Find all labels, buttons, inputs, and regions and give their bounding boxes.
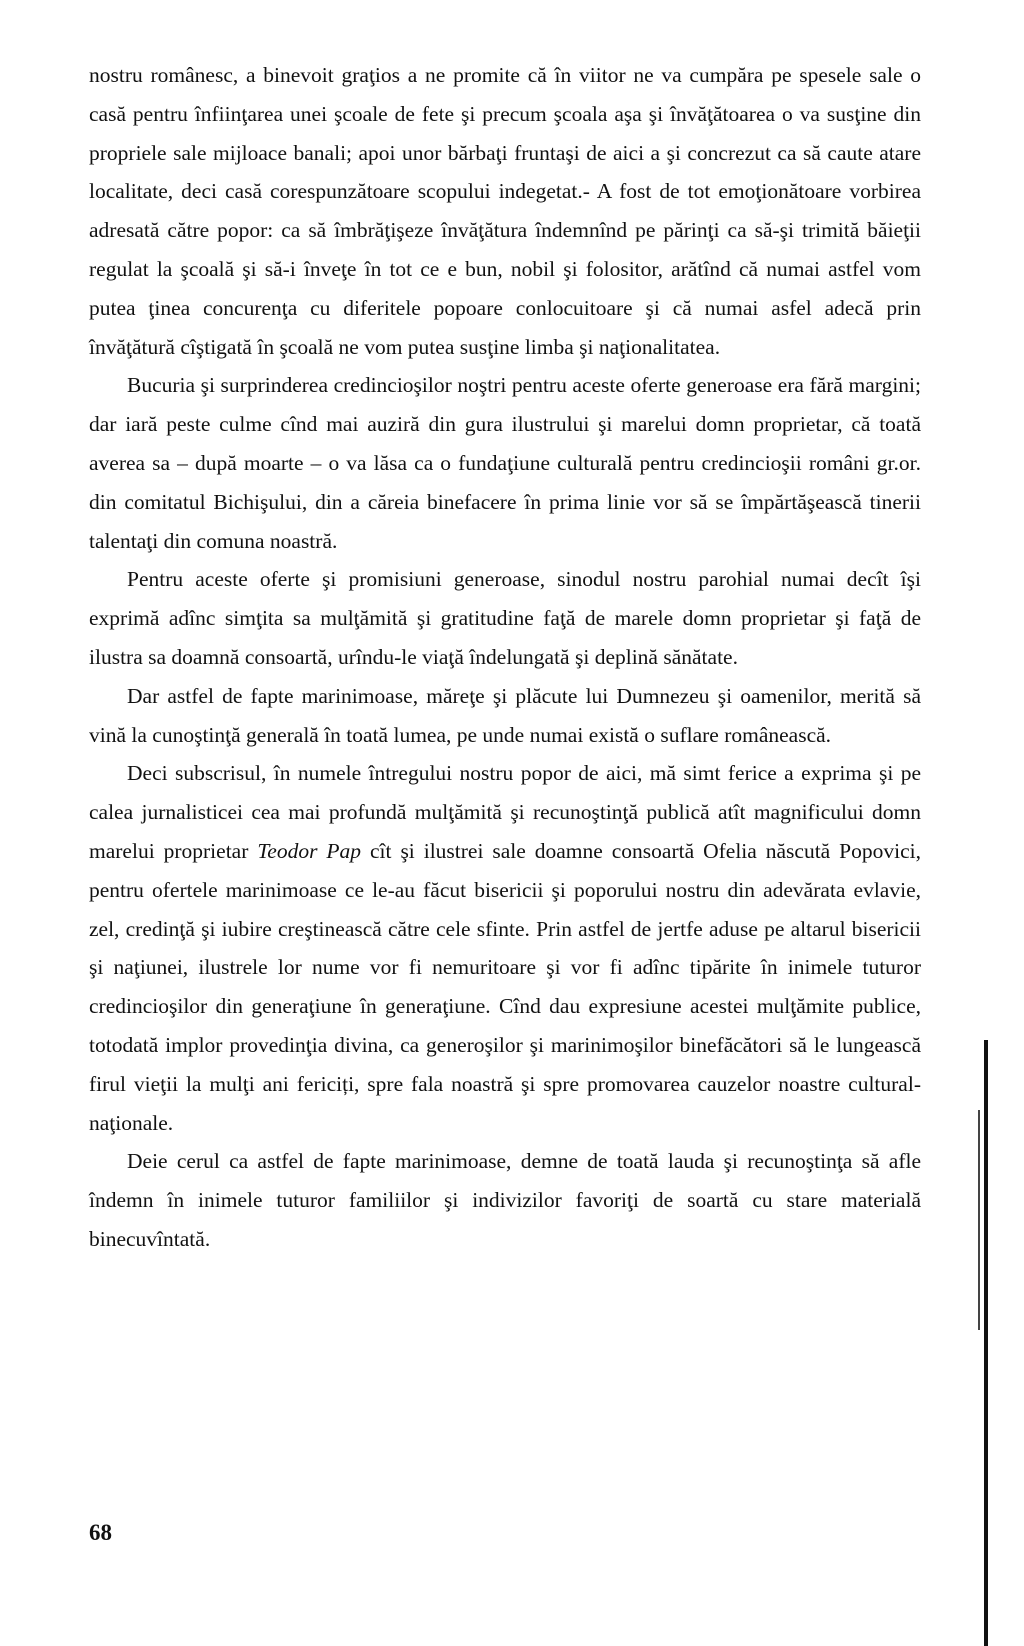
paragraph-5 xyxy=(89,754,921,1142)
paragraph-3: Pentru aceste oferte şi promisiuni generoase, sinodul nostru parohial numai decît îşi exprimă adînc simţita sa mulţămită şi gratitudine faţă de marele domn proprietar şi faţă de ilustra sa doamnă consoartă, urîndu-le viaţă îndelungată şi deplină sănătate. xyxy=(89,567,921,669)
paragraph-2: Bucuria şi surprinderea credincioşilor noştri pentru aceste oferte generoase era fără margini; dar iară peste culme cînd mai auziră din gura ilustrului şi marelui domn proprietar, că toată averea sa – după moarte – o va lăsa ca o fundaţiune culturală pentru credincioşii români gr.or. din comitatul Bichişului, din a căreia binefacere în prima linie vor să se împărtăşească tinerii talentaţi din comuna noastră. xyxy=(89,373,921,553)
paragraph-6: Deie cerul ca astfel de fapte marinimoase, demne de toată lauda şi recunoştinţa să afle îndemn în inimele tuturor familiilor şi indivizilor favoriţi de soartă cu stare materială binecuvîntată. xyxy=(89,1149,921,1251)
paragraph-5-text-after: cît şi ilustrei sale doamne consoartă Ofelia născută Popovici, pentru ofertele marinimoase ce le-au făcut bisericii şi poporului nostru din adevărata evlavie, zel, credinţă şi iubire creştinească către cele sfinte. Prin astfel de jertfe aduse pe altarul bisericii şi naţiunei, ilustrele lor nume vor fi nemuritoare şi vor fi adînc tipărite în inimele tuturor credincioşilor din generaţiune în generaţiune. Cînd dau expresiune acestei mulţămite publice, totodată implor provedinţia divina, ca generoşilor şi marinimoşilor binefăcători să le lungească firul vieţii la mulţi ani fericiți, spre fala noastră şi spre promovarea cauzelor noastre cultural-naţionale. xyxy=(89,838,921,1135)
paragraph-5-text-before: Deci subscrisul, în numele întregului nostru popor de aici, mă simt ferice a exprima şi pe calea jurnalisticei cea mai profundă mulţămită şi recunoştinţă publică atît magnificului domn marelui proprietar xyxy=(89,761,921,863)
scan-edge-line xyxy=(984,1040,988,1646)
scan-edge-line-thin xyxy=(978,1110,980,1330)
proper-name-teodor-pap: Teodor Pap xyxy=(257,838,362,863)
paragraph-1: nostru românesc, a binevoit graţios a ne promite că în viitor ne va cumpăra pe spesele sale o casă pentru înfiinţarea unei şcoale de fete şi precum şcoala aşa şi învăţătoarea o va susţine din propriele sale mijloace banali; apoi unor bărbaţi fruntaşi de aici a şi concrezut ca să caute atare localitate, deci casă corespunzătoare scopului indegetat.- A fost de tot emoţionătoare vorbirea adresată către popor: ca să îmbrăţişeze învăţătura îndemnînd pe părinţi ca să-şi trimită băieţii regulat la şcoală şi să-i înveţe în tot ce e bun, nobil şi folositor, arătînd că numai astfel vom putea ţinea concurenţa cu diferitele popoare conlocuitoare şi că numai asfel adecă prin învăţătură cîştigată în şcoală ne vom putea susţine limba şi naţionalitatea. xyxy=(89,63,921,359)
page-number: 68 xyxy=(89,1520,112,1545)
document-body xyxy=(89,56,921,1259)
paragraph-4: Dar astfel de fapte marinimoase, măreţe şi plăcute lui Dumnezeu şi oamenilor, merită să vină la cunoştinţă generală în toată lumea, pe unde numai există o suflare românească. xyxy=(89,683,921,747)
